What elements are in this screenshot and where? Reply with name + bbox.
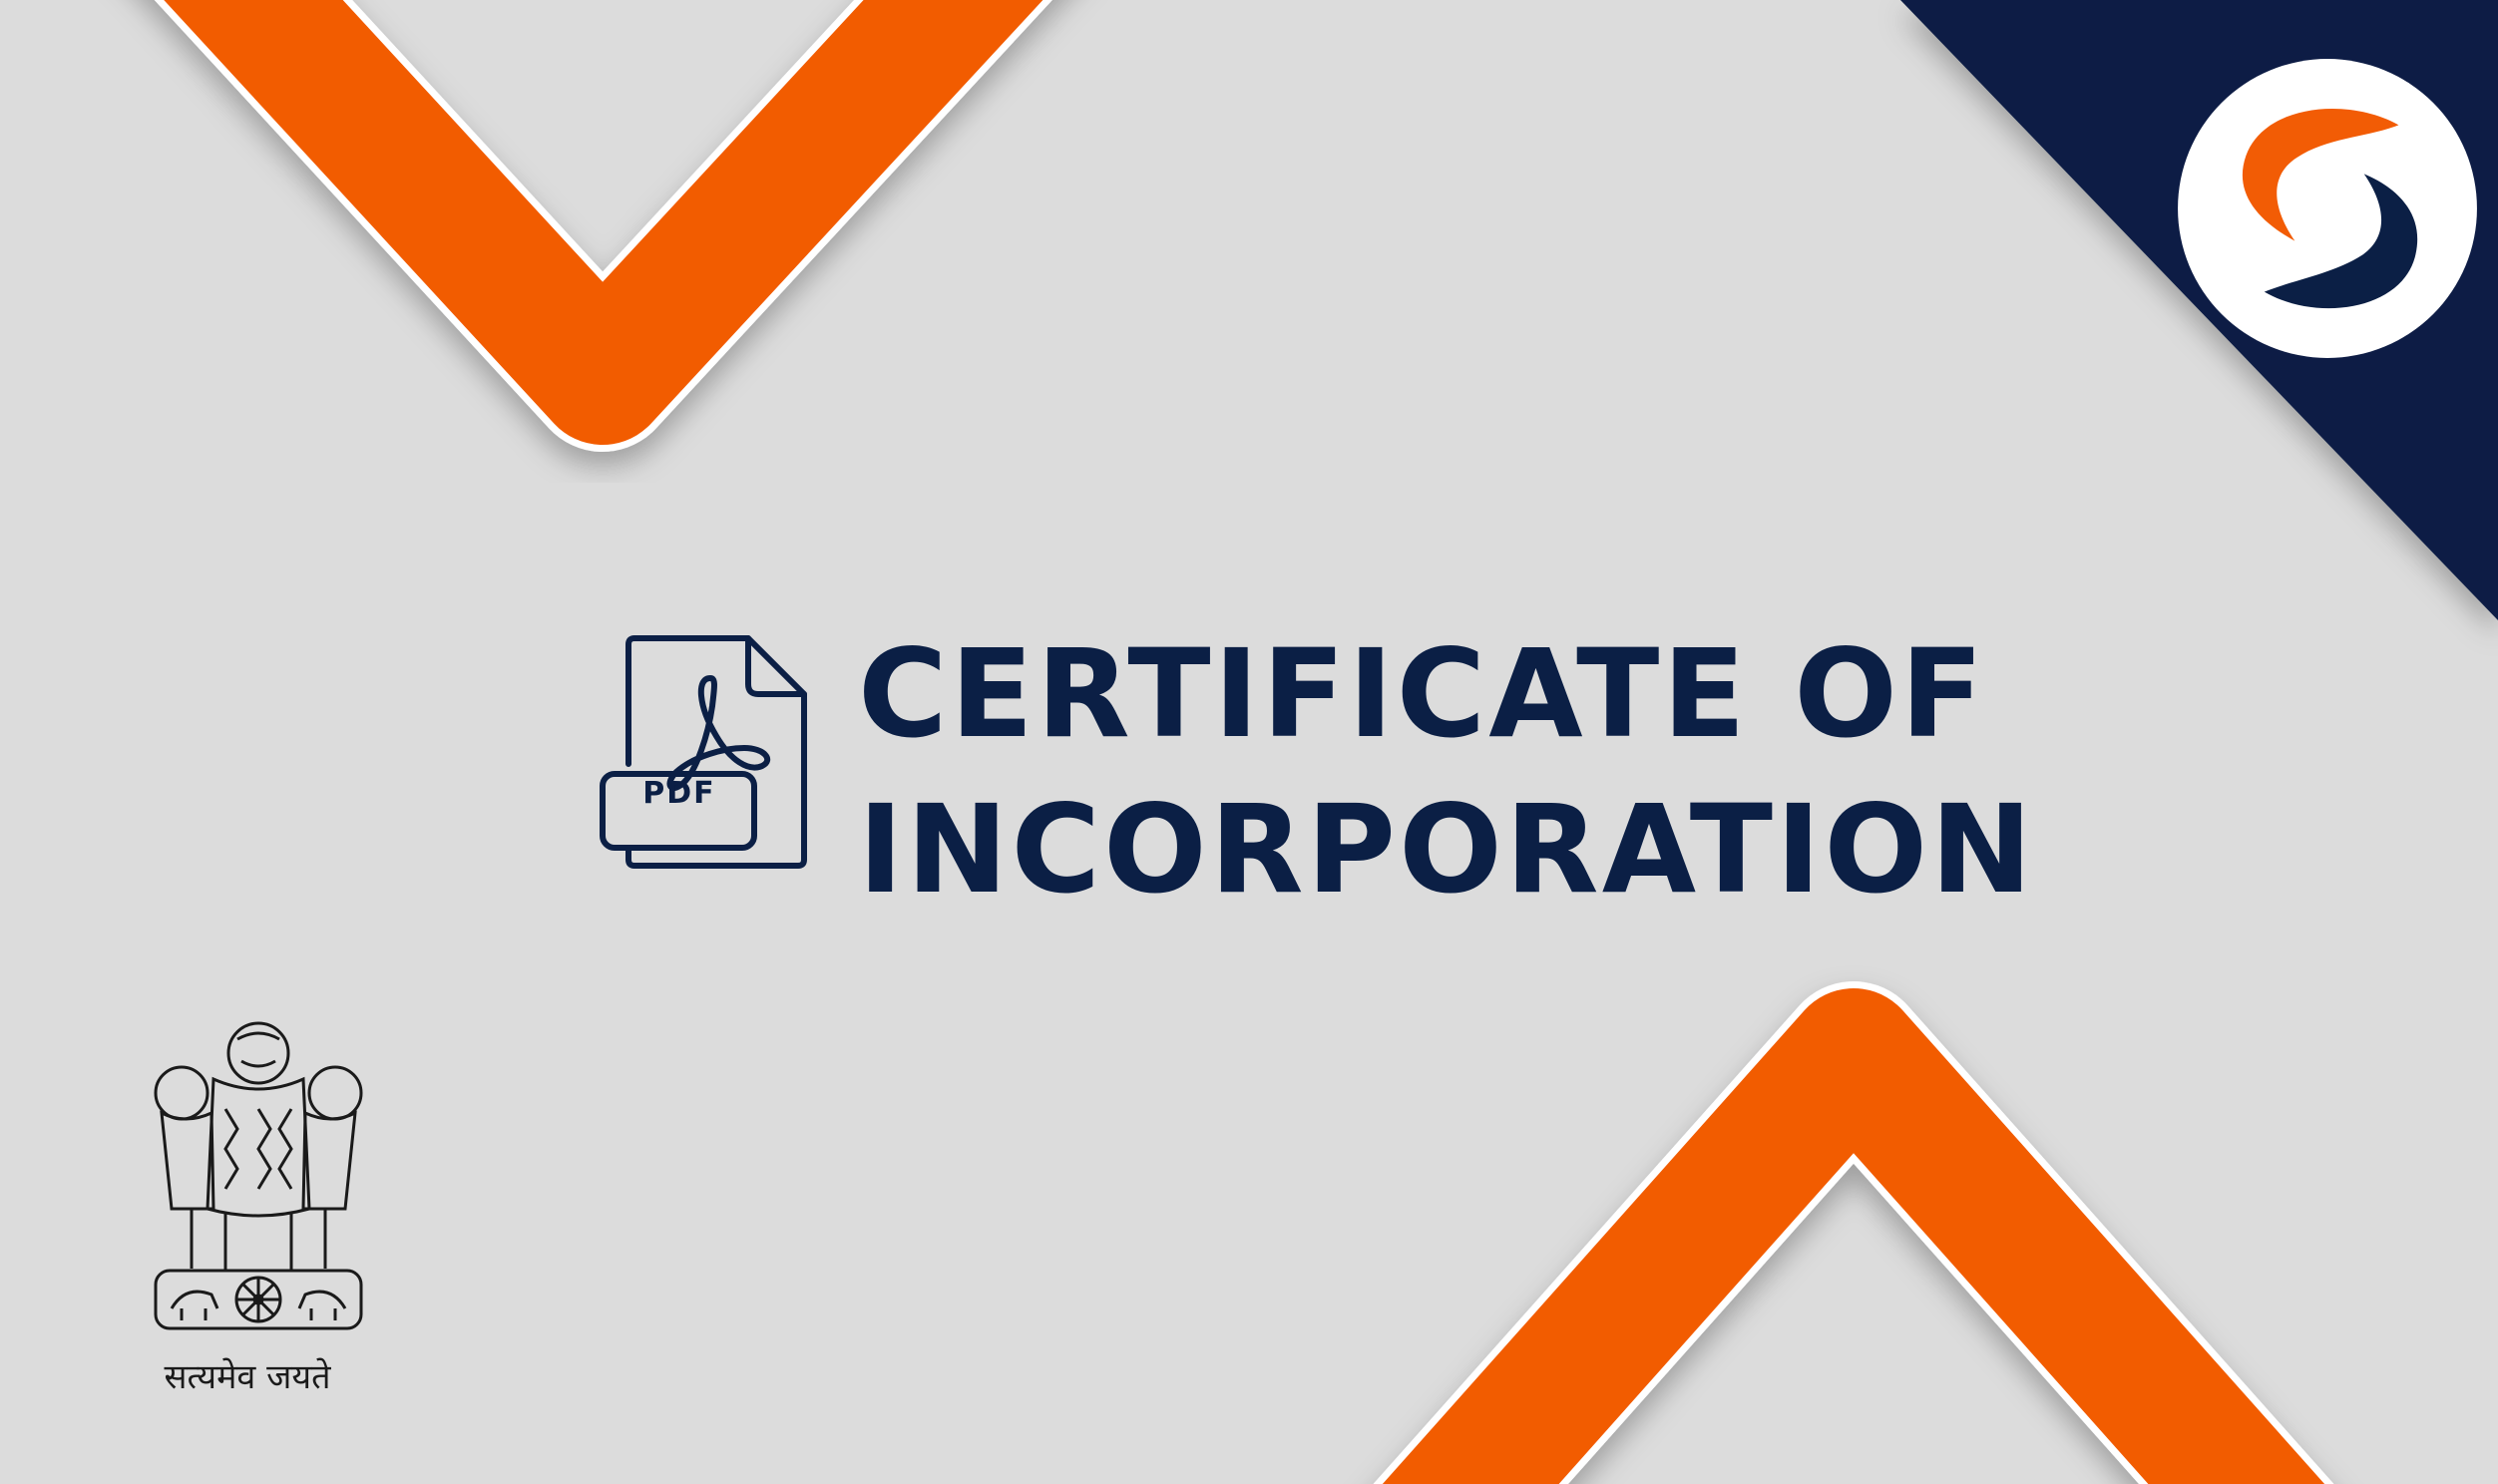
title-line-2: INCORPORATION (858, 779, 2036, 921)
top-orange-chevron (125, 0, 1082, 379)
pdf-label: PDF (642, 776, 716, 811)
emblem-motto: सत्यमेव जयते (164, 1357, 331, 1397)
national-emblem-icon (142, 1009, 375, 1338)
pdf-document (599, 616, 810, 886)
brand-logo-icon (2175, 56, 2480, 361)
bottom-orange-chevron (1327, 1054, 2380, 1484)
title-block (599, 616, 2036, 921)
page-title (858, 616, 2035, 928)
pdf-file-icon (599, 634, 810, 872)
title-line-1: CERTIFICATE OF (858, 623, 1987, 765)
